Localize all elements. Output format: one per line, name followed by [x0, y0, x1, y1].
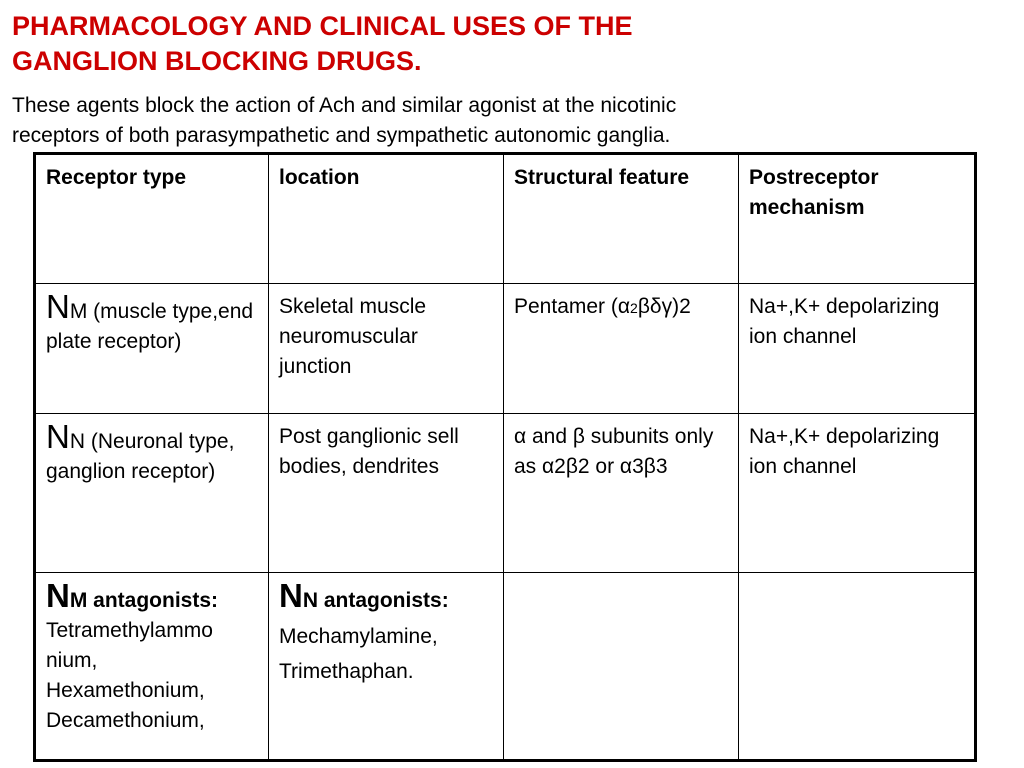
- receptor-subscript: N: [69, 430, 86, 453]
- slide-title: [12, 9, 1002, 79]
- header-receptor-type: Receptor type: [35, 154, 269, 284]
- nn-antagonists-heading: [279, 577, 495, 616]
- slide-title-line-1: PHARMACOLOGY AND CLINICAL USES OF THE: [12, 11, 633, 41]
- antagonist-symbol: N: [279, 577, 303, 614]
- cell-location: Skeletal muscle neuromuscular junction: [269, 284, 504, 414]
- receptor-symbol: N: [46, 418, 70, 455]
- header-location: location: [269, 154, 504, 284]
- antagonist-subscript: N: [302, 589, 319, 612]
- cell-structure: [504, 284, 739, 414]
- table-row: [35, 284, 976, 414]
- structure-text-post: βδγ)2: [637, 295, 691, 318]
- receptor-symbol: N: [46, 288, 70, 325]
- cell-nn-antagonists: [269, 573, 504, 761]
- receptor-description: (Neuronal type, ganglion receptor): [46, 430, 235, 483]
- slide-title-line-2: GANGLION BLOCKING DRUGS.: [12, 46, 422, 76]
- antagonist-label: antagonists:: [87, 589, 219, 612]
- receptor-description: (muscle type,end plate receptor): [46, 300, 254, 353]
- cell-receptor-nn: [35, 414, 269, 573]
- table-header-row: [35, 154, 976, 284]
- antagonist-symbol: N: [46, 577, 70, 614]
- cell-structure: α and β subunits only as α2β2 or α3β3: [504, 414, 739, 573]
- cell-nm-antagonists: [35, 573, 269, 761]
- header-postreceptor-mechanism: Postreceptor mechanism: [739, 154, 976, 284]
- cell-empty: [739, 573, 976, 761]
- header-structural-feature: Structural feature: [504, 154, 739, 284]
- cell-empty: [504, 573, 739, 761]
- receptor-table: [33, 152, 977, 762]
- table-row: [35, 414, 976, 573]
- drug-name: Hexamethonium,: [46, 679, 205, 702]
- antagonist-label: antagonists:: [318, 589, 449, 612]
- drug-name: Tetramethylammo nium,: [46, 619, 213, 672]
- intro-line-2: receptors of both parasympathetic and sympathetic autonomic ganglia.: [12, 124, 671, 147]
- drug-name: Trimethaphan.: [279, 660, 414, 683]
- structure-subscript: 2: [630, 300, 638, 316]
- cell-receptor-nm: [35, 284, 269, 414]
- cell-mechanism: Na+,K+ depolarizing ion channel: [739, 414, 976, 573]
- drug-name: Decamethonium,: [46, 709, 205, 732]
- receptor-subscript: M: [69, 300, 88, 323]
- intro-line-1: These agents block the action of Ach and similar agonist at the nicotinic: [12, 94, 677, 117]
- table-row: [35, 573, 976, 761]
- antagonist-subscript: M: [69, 589, 88, 612]
- cell-location: Post ganglionic sell bodies, dendrites: [269, 414, 504, 573]
- nm-antagonists-heading: [46, 577, 260, 616]
- drug-name: Mechamylamine,: [279, 625, 438, 648]
- structure-text-pre: Pentamer (α: [514, 295, 631, 318]
- cell-mechanism: Na+,K+ depolarizing ion channel: [739, 284, 976, 414]
- intro-text: [12, 91, 1002, 151]
